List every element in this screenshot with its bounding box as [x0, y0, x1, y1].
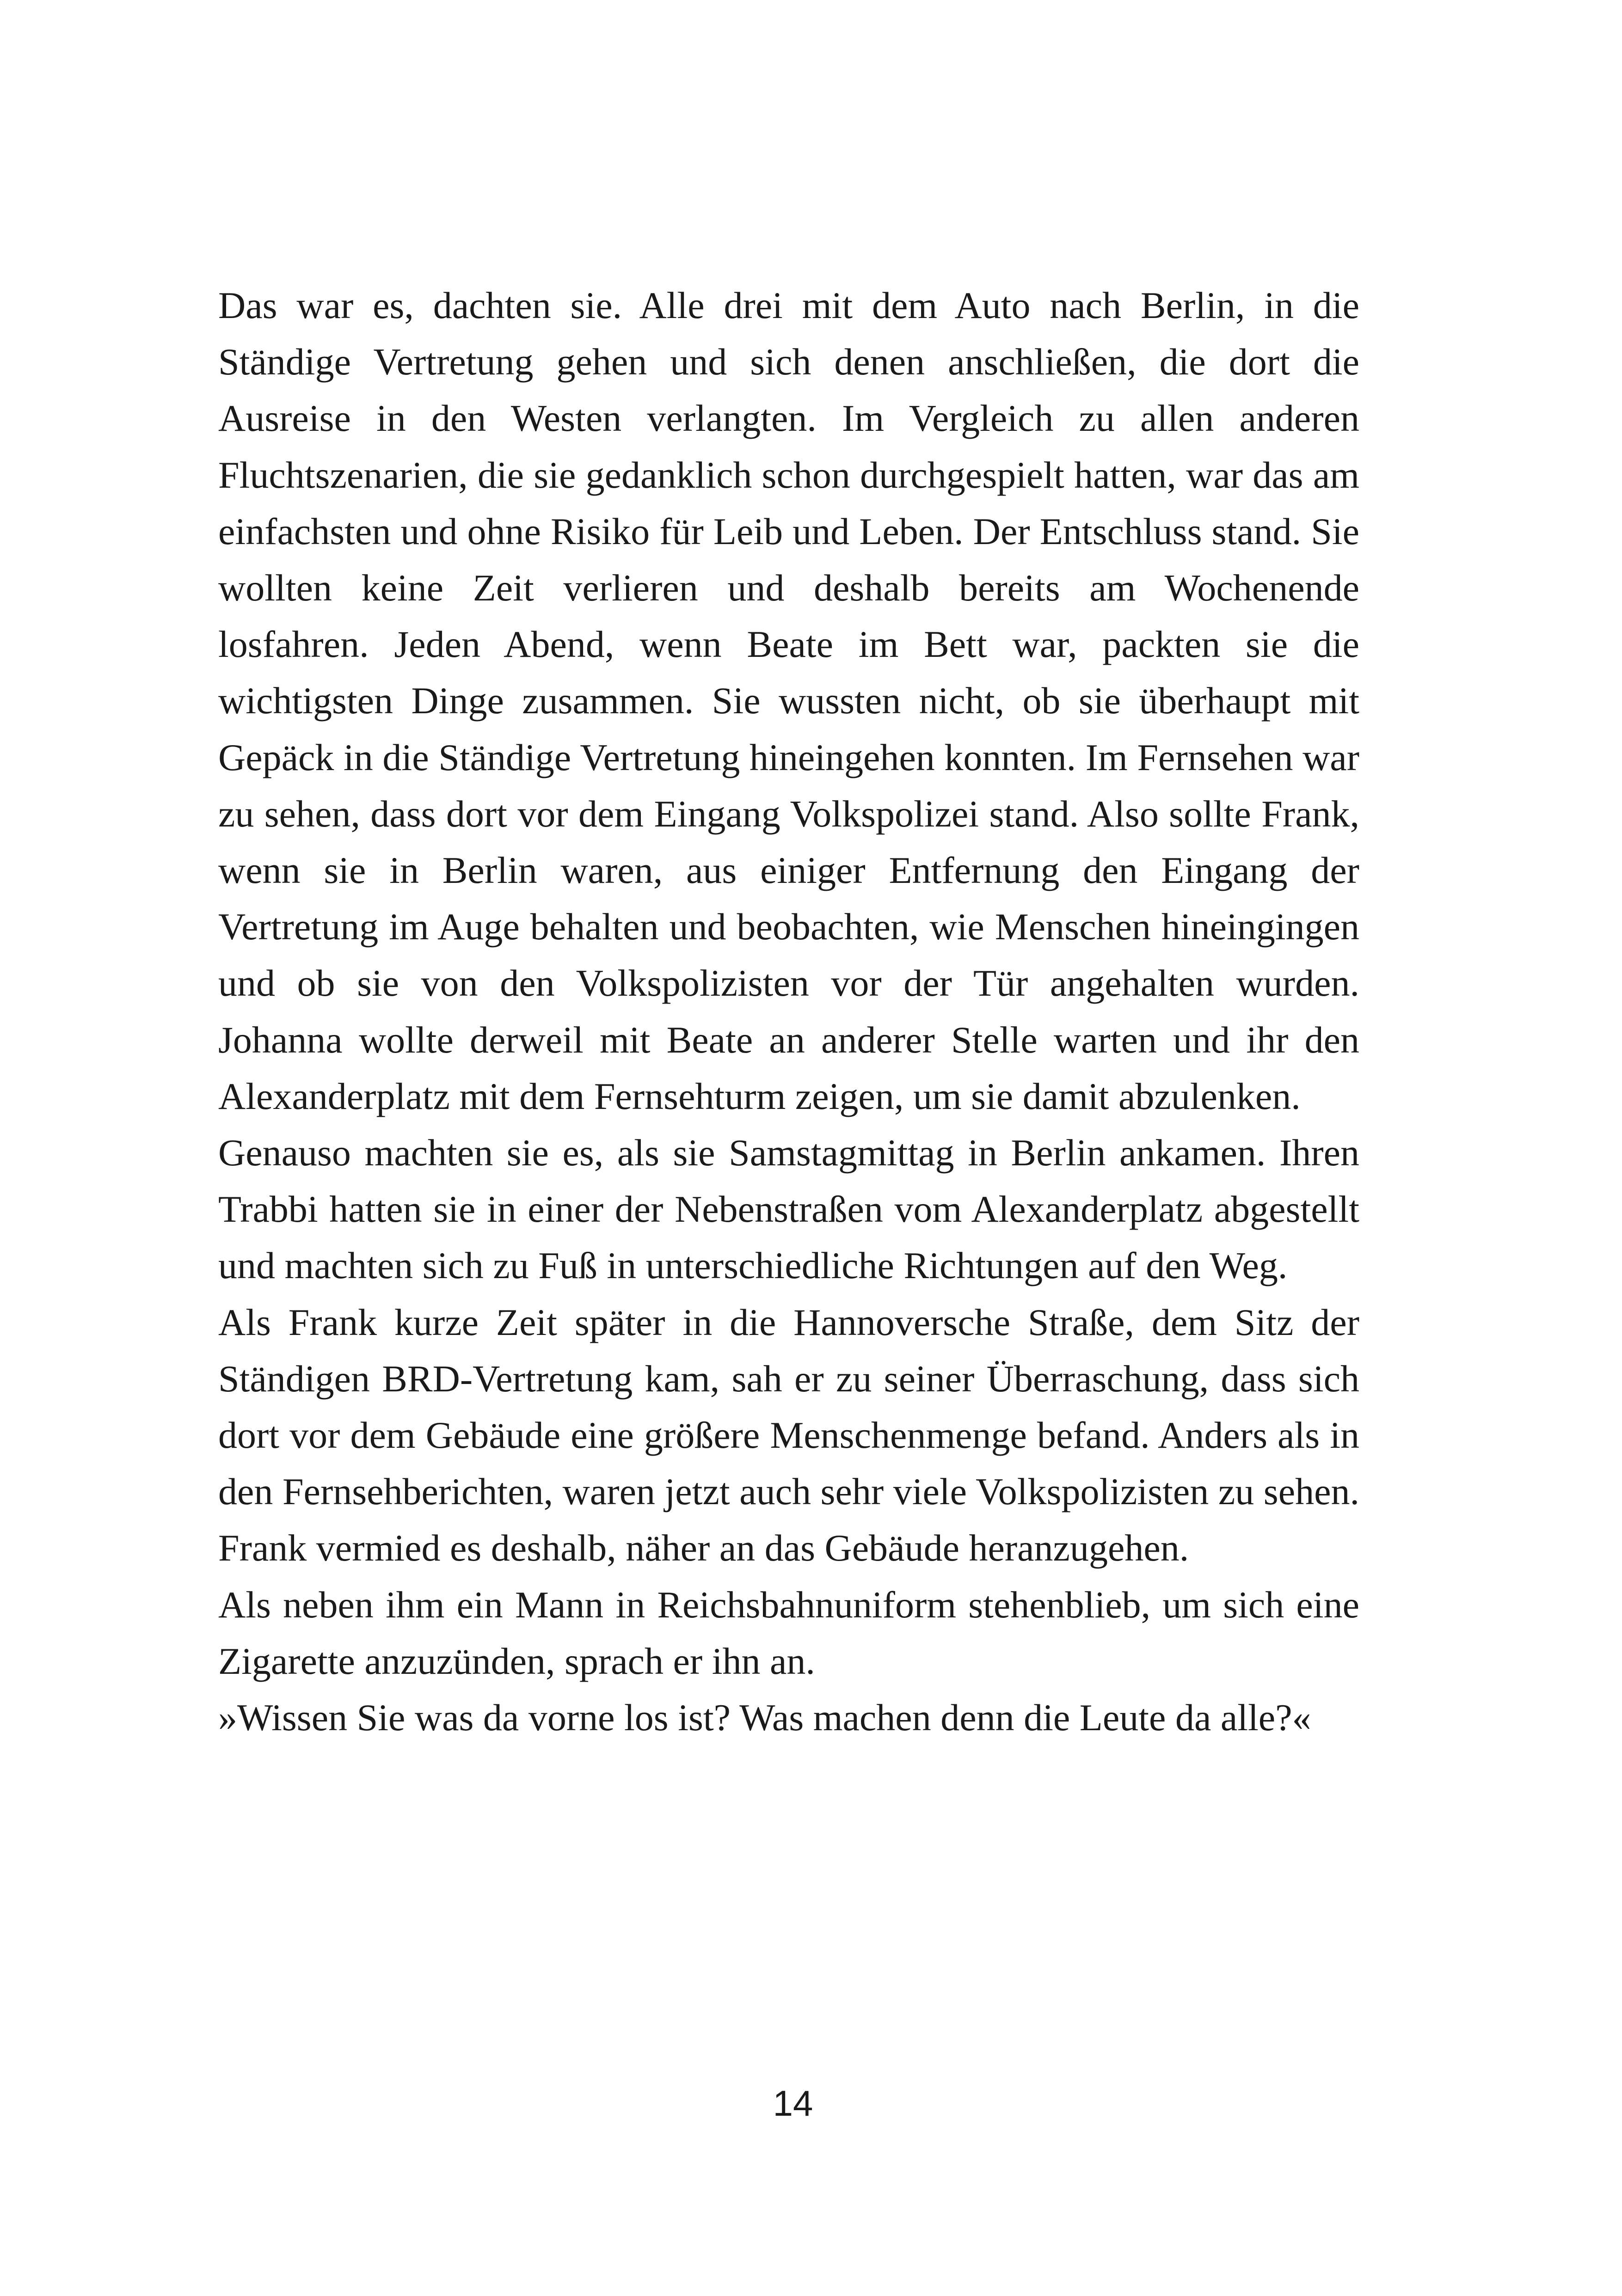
- paragraph-2: Genauso machten sie es, als sie Samstagmittag in Berlin ankamen. Ihren Trabbi hatten sie in einer der Nebenstraßen vom Alexanderplatz abgestellt und machten sich zu Fuß in unterschiedliche Richtungen auf den Weg.: [218, 1132, 1359, 1287]
- paragraph-1: Das war es, dachten sie. Alle drei mit dem Auto nach Berlin, in die Ständige Vertretung gehen und sich denen anschließen, die dort die Ausreise in den Westen verlangten. Im Vergleich zu allen anderen Fluchtszenarien, die sie gedanklich schon durchgespielt hatten, war das am einfachsten und ohne Risiko für Leib und Leben. Der Entschluss stand. Sie wollten keine Zeit verlieren und deshalb bereits am Wochenende losfahren. Jeden Abend, wenn Beate im Bett war, packten sie die wichtigsten Dinge zusammen. Sie wussten nicht, ob sie überhaupt mit Gepäck in die Ständige Vertretung hineingehen konnten. Im Fernsehen war zu sehen, dass dort vor dem Eingang Volkspolizei stand. Also sollte Frank, wenn sie in Berlin waren, aus einiger Entfernung den Eingang der Vertretung im Auge behalten und beobachten, wie Menschen hineingingen und ob sie von den Volkspolizisten vor der Tür angehalten wurden. Johanna wollte derweil mit Beate an anderer Stelle warten und ihr den Alexanderplatz mit dem Fernsehturm zeigen, um sie damit abzulenken.: [218, 284, 1359, 1117]
- body-text: [218, 277, 1359, 1746]
- paragraph-5: »Wissen Sie was da vorne los ist? Was machen denn die Leute da alle?«: [218, 1696, 1311, 1739]
- page-number: 14: [773, 2083, 813, 2124]
- paragraph-4: Als neben ihm ein Mann in Reichsbahnuniform stehenblieb, um sich eine Zigarette anzuzünden, sprach er ihn an.: [218, 1583, 1359, 1682]
- paragraph-3: Als Frank kurze Zeit später in die Hannoversche Straße, dem Sitz der Ständigen BRD-Vertretung kam, sah er zu seiner Überraschung, dass sich dort vor dem Gebäude eine größere Menschenmenge befand. Anders als in den Fernsehberichten, waren jetzt auch sehr viele Volkspolizisten zu sehen. Frank vermied es deshalb, näher an das Gebäude heranzugehen.: [218, 1301, 1359, 1569]
